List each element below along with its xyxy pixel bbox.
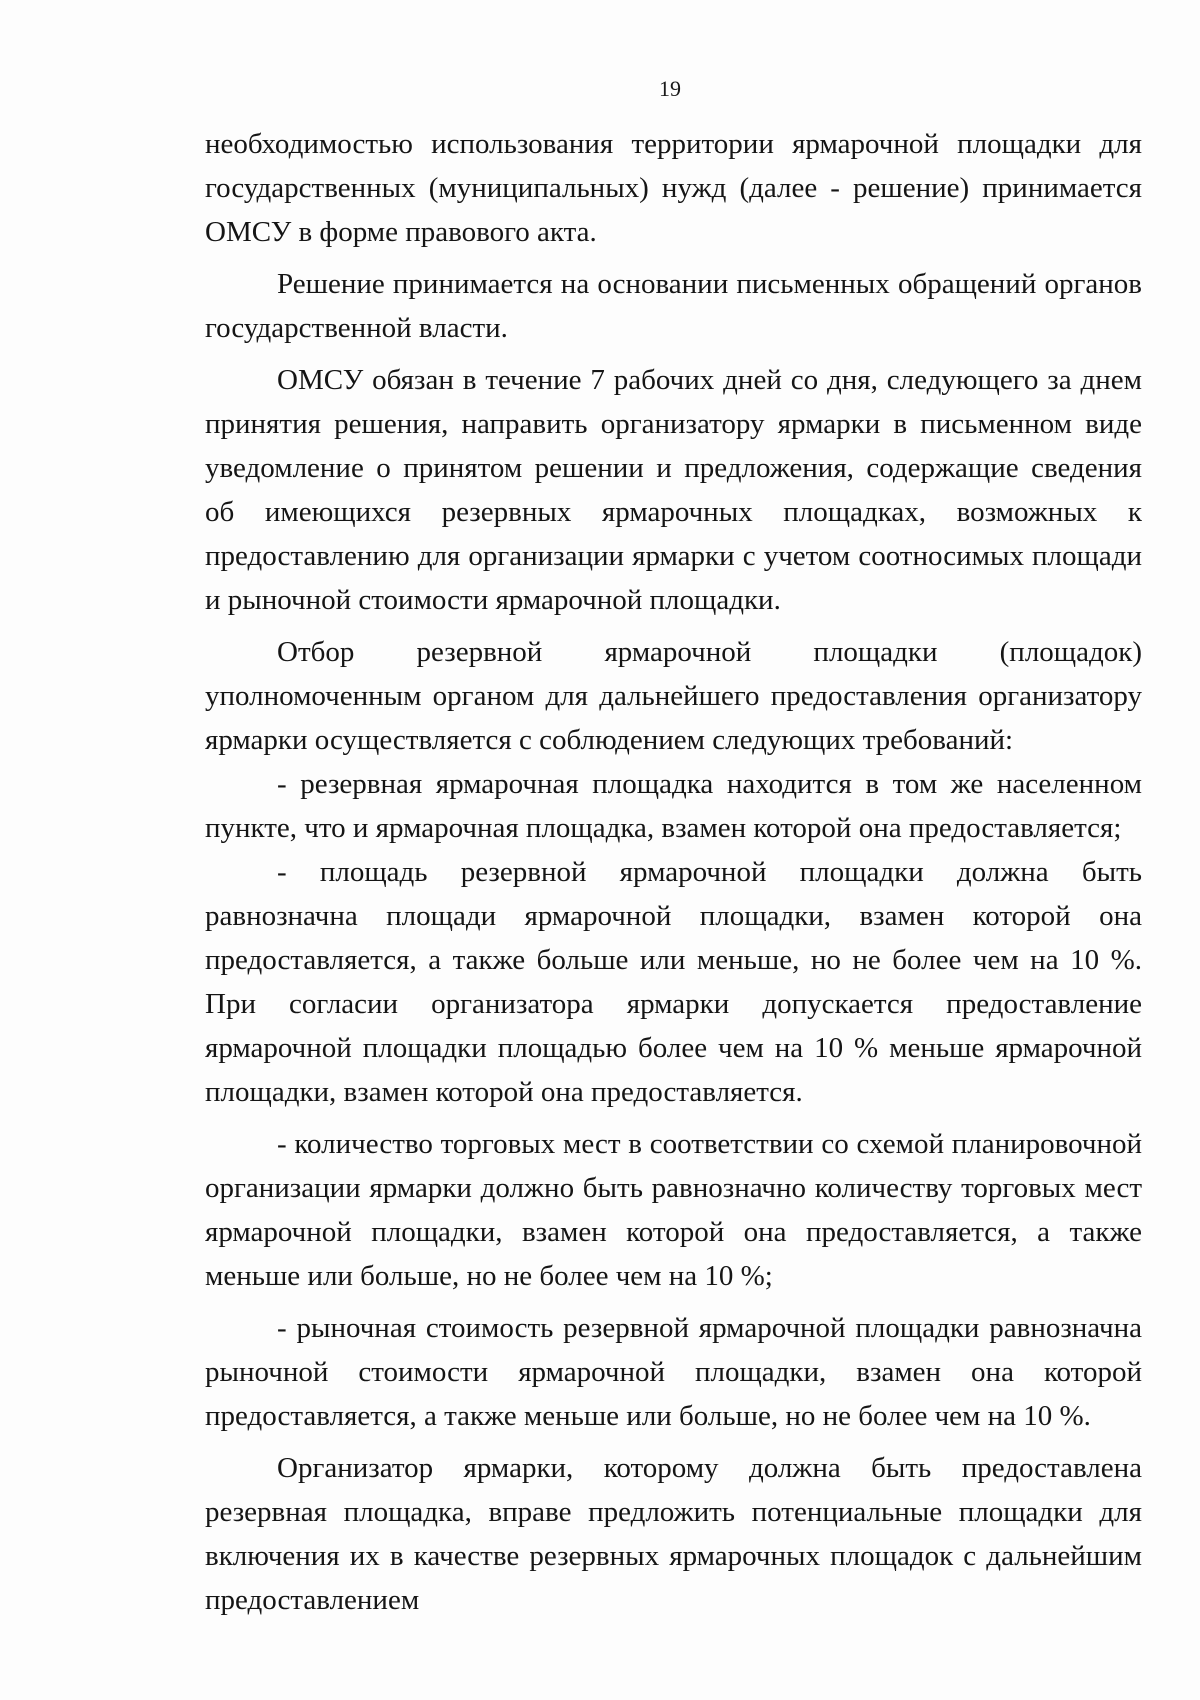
requirement-market-value: - рыночная стоимость резервной ярмарочной площадки равнозначна рыночной стоимости ярмарочной площадки, взамен она которой предоставляется, а также меньше или больше, но не более чем на 10 %. <box>205 1312 1142 1432</box>
requirement-area: - площадь резервной ярмарочной площадки должна быть равнозначна площади ярмарочной площадки, взамен которой она предоставляется, а также больше или меньше, но не более чем на 10 %. При согласии организатора ярмарки допускается предоставление ярмарочной площадки площадью более чем на 10 % меньше ярмарочной площадки, взамен которой она предоставляется. <box>205 856 1142 1108</box>
paragraph-omsu-obligation: ОМСУ обязан в течение 7 рабочих дней со дня, следующего за днем принятия решения, направить организатору ярмарки в письменном виде уведомление о принятом решении и предложения, содержащие сведения об имеющихся резервных ярмарочных площадках, возможных к предоставлению для организации ярмарки с учетом соотносимых площади и рыночной стоимости ярмарочной площадки. <box>205 364 1142 616</box>
paragraph-organizer-proposal: Организатор ярмарки, которому должна быть предоставлена резервная площадка, вправе предложить потенциальные площадки для включения их в качестве резервных ярмарочных площадок с дальнейшим предоставлением <box>205 1452 1142 1616</box>
paragraph-decision-basis: Решение принимается на основании письменных обращений органов государственной власти. <box>205 268 1142 344</box>
requirement-trading-places: - количество торговых мест в соответствии со схемой планировочной организации ярмарки должно быть равнозначно количеству торговых мест ярмарочной площадки, взамен которой она предоставляется, а также меньше или больше, но не более чем на 10 %; <box>205 1128 1142 1292</box>
document-body <box>205 122 1142 1622</box>
page-number: 19 <box>659 76 681 101</box>
paragraph-continuation: необходимостью использования территории ярмарочной площадки для государственных (муниципальных) нужд (далее - решение) принимается ОМСУ в форме правового акта. <box>205 128 1142 248</box>
paragraph-selection-requirements: Отбор резервной ярмарочной площадки (площадок) уполномоченным органом для дальнейшего предоставления организатору ярмарки осуществляется с соблюдением следующих требований: <box>205 636 1142 756</box>
requirement-same-locality: - резервная ярмарочная площадка находится в том же населенном пункте, что и ярмарочная площадка, взамен которой она предоставляется; <box>205 768 1142 844</box>
